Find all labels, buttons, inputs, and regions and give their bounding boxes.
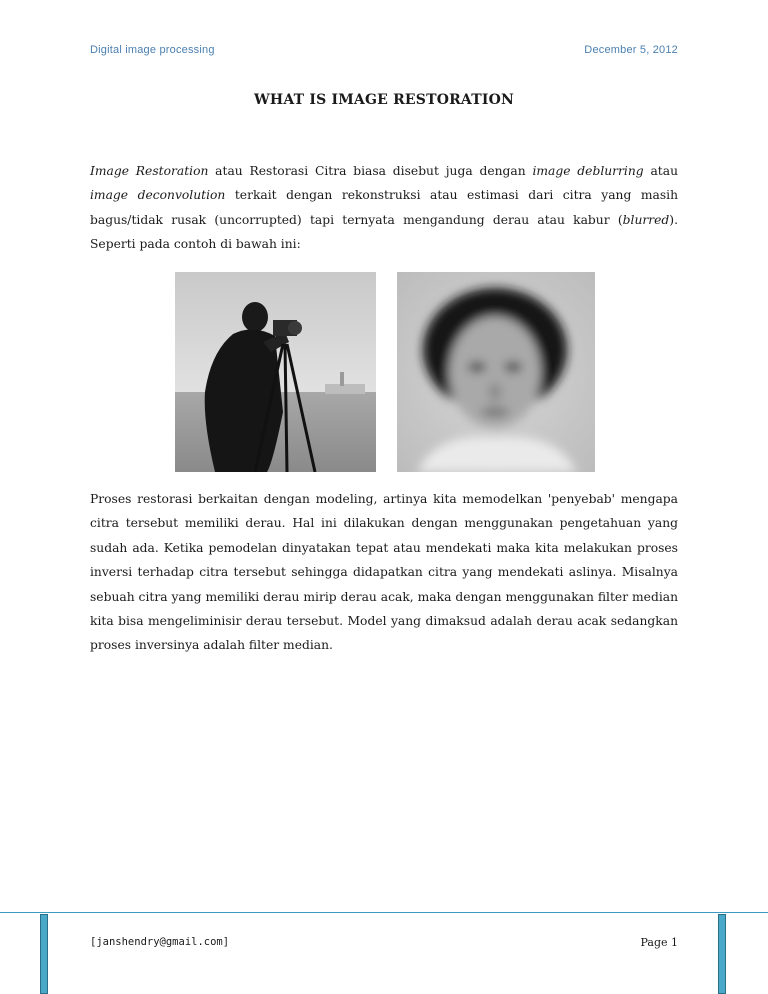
term-image-deblurring: image deblurring [532, 164, 644, 178]
term-blurred: blurred [622, 212, 670, 227]
term-image-deconvolution: image deconvolution [90, 188, 226, 203]
page-number: Page 1 [640, 936, 678, 949]
footer-accent-bar-left [40, 914, 48, 994]
text-run: terkait dengan rekonstruksi atau estimasi dari citra yang masih bagus/tidak rusak (uncorrupted) tapi ternyata mengandung derau atau kabur ( [90, 188, 678, 227]
blurred-portrait-photo [397, 272, 595, 472]
text-run: ). Seperti pada contoh di bawah ini: [90, 212, 678, 252]
term-image-restoration: Image Restoration [90, 164, 209, 178]
process-paragraph: Proses restorasi berkaitan dengan modeling, artinya kita memodelkan 'penyebab' mengapa citra tersebut memiliki derau. Hal ini dilakukan dengan menggunakan pengetahuan yang sudah ada. Ketika pemodelan dinyatakan tepat atau mendekati maka kita melakukan proses inversi terhadap citra tersebut sehingga didapatkan citra yang mendekati aslinya. Misalnya sebuah citra yang memiliki derau mirip derau acak, maka dengan menggunakan filter median kita bisa mengeliminisir derau tersebut. Model yang dimaksud adalah derau acak sedangkan proses inversinya adalah filter median. [90, 492, 678, 653]
intro-paragraph [90, 159, 678, 257]
footer-divider [0, 912, 768, 913]
text-run: atau Restorasi Citra biasa disebut juga dengan [208, 164, 533, 178]
footer-accent-bar-right [718, 914, 726, 994]
cameraman-photo [175, 272, 376, 472]
footer-email: [janshendry@gmail.com] [90, 936, 230, 948]
text-run: atau [643, 164, 678, 178]
header-date: December 5, 2012 [584, 44, 678, 56]
page-title: WHAT IS IMAGE RESTORATION [253, 92, 514, 108]
header-left-text: Digital image processing [90, 44, 215, 56]
